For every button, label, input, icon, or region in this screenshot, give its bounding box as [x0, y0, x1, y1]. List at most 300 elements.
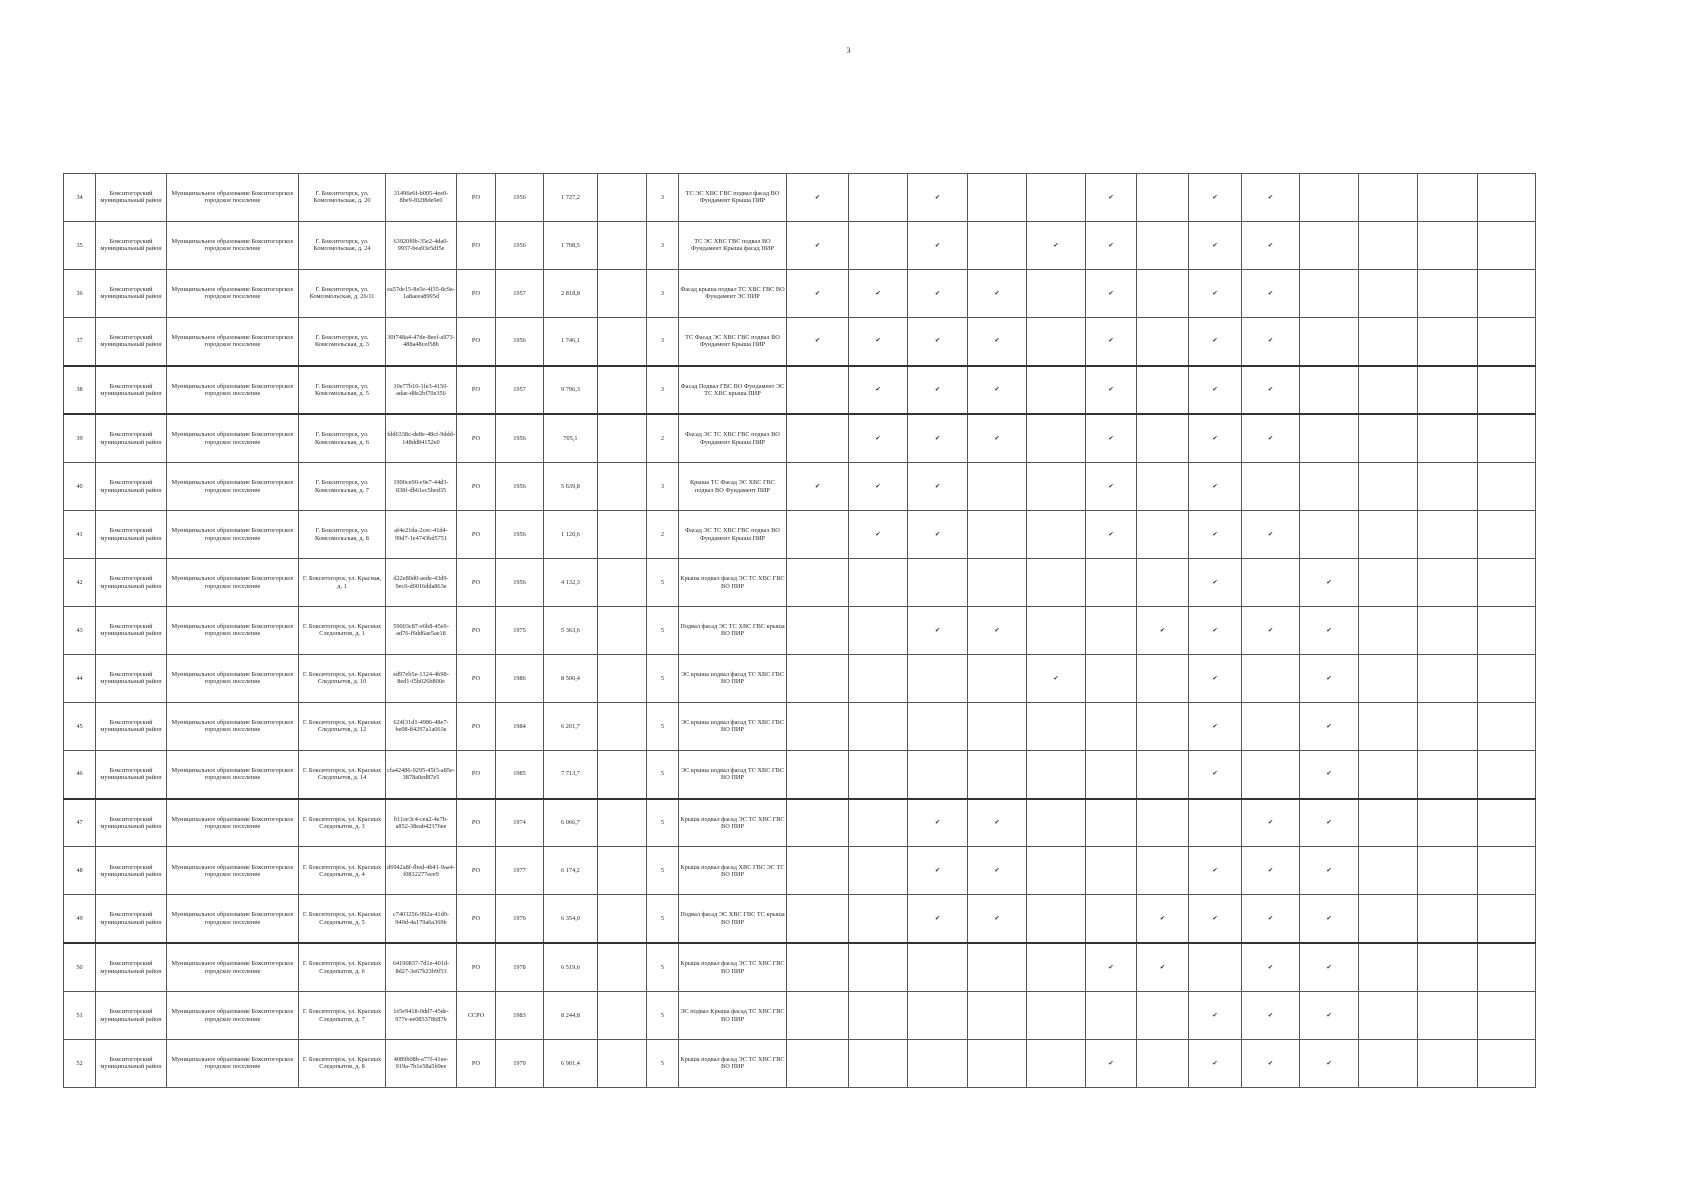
row-number-cell: 35	[64, 221, 96, 269]
work-flag-cell	[849, 895, 908, 943]
guid-cell: ea57de15-8e5e-4f35-8c9a-1a8aeea8995d	[386, 269, 457, 317]
work-flag-cell	[787, 269, 849, 317]
work-flag-cell	[968, 317, 1027, 365]
row-number-cell: 37	[64, 317, 96, 365]
check-mark-icon: ✔	[1212, 241, 1218, 249]
work-flag-cell	[1137, 174, 1189, 222]
works-list-cell: Фасад крыша подвал ТС ХВС ГВС ВО Фундамент ЭС ПИР	[679, 269, 787, 317]
municipality-cell: Муниципальное образование Бокситогорское городское поселение	[167, 895, 299, 943]
work-flag-cell	[849, 463, 908, 511]
check-mark-icon: ✔	[1212, 915, 1218, 923]
work-flag-cell	[1137, 366, 1189, 415]
work-flag-cell	[849, 702, 908, 750]
form-cell: РО	[457, 463, 496, 511]
row-number-cell: 42	[64, 559, 96, 607]
work-flag-cell	[1300, 221, 1359, 269]
count-cell: 5	[647, 1040, 679, 1088]
check-mark-icon: ✔	[934, 483, 941, 491]
guid-cell: af4e21da-2cec-41d4-99d7-1e4743bd5751	[386, 511, 457, 559]
table-row	[64, 269, 1536, 317]
check-mark-icon: ✔	[1108, 963, 1114, 971]
form-cell: РО	[457, 317, 496, 365]
work-flag-cell	[908, 559, 968, 607]
work-flag-cell	[1242, 511, 1300, 559]
works-list-cell: Крыша подвал фасад ЭС ТС ХВС ГВС ВО ПИР	[679, 943, 787, 991]
guid-cell: 4089b08b-a77f-41ee-919a-7b1e58a5b9ee	[386, 1040, 457, 1088]
work-flag-cell	[908, 221, 968, 269]
check-mark-icon: ✔	[1267, 530, 1274, 538]
form-cell: РО	[457, 221, 496, 269]
blank-cell	[598, 1040, 647, 1088]
check-mark-icon: ✔	[1108, 289, 1114, 297]
check-mark-icon: ✔	[1212, 626, 1218, 634]
work-flag-cell	[908, 174, 968, 222]
check-mark-icon: ✔	[1212, 674, 1218, 682]
work-flag-cell	[1027, 750, 1086, 798]
year-cell: 1957	[496, 269, 544, 317]
year-cell: 1978	[496, 943, 544, 991]
area-cell: 1 727,2	[544, 174, 598, 222]
work-flag-cell	[908, 992, 968, 1040]
work-flag-cell	[1418, 511, 1478, 559]
work-flag-cell	[968, 702, 1027, 750]
work-flag-cell	[1300, 1040, 1359, 1088]
work-flag-cell	[1418, 847, 1478, 895]
guid-cell: 10e77b10-1fe3-4150-adae-d8e2bf70e356	[386, 366, 457, 415]
table-row	[64, 702, 1536, 750]
check-mark-icon: ✔	[1212, 770, 1218, 778]
work-flag-cell	[849, 750, 908, 798]
work-flag-cell	[1189, 895, 1242, 943]
work-flag-cell	[849, 992, 908, 1040]
work-flag-cell	[1137, 317, 1189, 365]
check-mark-icon: ✔	[1108, 193, 1114, 201]
blank-cell	[598, 750, 647, 798]
row-number-cell: 51	[64, 992, 96, 1040]
blank-cell	[598, 943, 647, 991]
work-flag-cell	[1478, 414, 1536, 462]
works-list-cell: ТС Фасад ЭС ХВС ГВС подвал ВО Фундамент Крыша ПИР	[679, 317, 787, 365]
year-cell: 1956	[496, 559, 544, 607]
work-flag-cell	[1086, 607, 1137, 655]
district-cell: Бокситогорский муниципальный район	[96, 750, 167, 798]
work-flag-cell	[1189, 463, 1242, 511]
work-flag-cell	[1359, 463, 1418, 511]
count-cell: 2	[647, 511, 679, 559]
year-cell: 1957	[496, 366, 544, 415]
work-flag-cell	[908, 799, 968, 847]
work-flag-cell	[1189, 174, 1242, 222]
address-cell: Г. Бокситогорск, ул. Комсомольская, д. 8	[299, 511, 386, 559]
check-mark-icon: ✔	[814, 241, 821, 249]
work-flag-cell	[1478, 366, 1536, 415]
district-cell: Бокситогорский муниципальный район	[96, 317, 167, 365]
area-cell: 5 639,8	[544, 463, 598, 511]
district-cell: Бокситогорский муниципальный район	[96, 847, 167, 895]
count-cell: 3	[647, 317, 679, 365]
work-flag-cell	[1300, 799, 1359, 847]
work-flag-cell	[1189, 269, 1242, 317]
work-flag-cell	[908, 317, 968, 365]
work-flag-cell	[849, 847, 908, 895]
work-flag-cell	[1189, 799, 1242, 847]
blank-cell	[598, 511, 647, 559]
count-cell: 5	[647, 992, 679, 1040]
check-mark-icon: ✔	[875, 435, 881, 443]
work-flag-cell	[849, 607, 908, 655]
check-mark-icon: ✔	[1212, 1011, 1218, 1019]
work-flag-cell	[1086, 366, 1137, 415]
year-cell: 1983	[496, 992, 544, 1040]
district-cell: Бокситогорский муниципальный район	[96, 992, 167, 1040]
work-flag-cell	[1300, 750, 1359, 798]
work-flag-cell	[1189, 702, 1242, 750]
work-flag-cell	[1137, 895, 1189, 943]
work-flag-cell	[1478, 895, 1536, 943]
work-flag-cell	[1359, 895, 1418, 943]
works-list-cell: Крыша подвал фасад ЭС ТС ХВС ГВС ВО ПИР	[679, 1040, 787, 1088]
check-mark-icon: ✔	[1159, 626, 1166, 634]
work-flag-cell	[968, 1040, 1027, 1088]
work-flag-cell	[1137, 943, 1189, 991]
work-flag-cell	[1027, 1040, 1086, 1088]
work-flag-cell	[1189, 414, 1242, 462]
municipality-cell: Муниципальное образование Бокситогорское городское поселение	[167, 174, 299, 222]
address-cell: Г. Бокситогорск, ул. Красных Следопытов, д. 5	[299, 895, 386, 943]
count-cell: 3	[647, 174, 679, 222]
work-flag-cell	[968, 847, 1027, 895]
check-mark-icon: ✔	[994, 435, 1000, 443]
work-flag-cell	[849, 269, 908, 317]
form-cell: РО	[457, 366, 496, 415]
work-flag-cell	[1027, 992, 1086, 1040]
count-cell: 5	[647, 559, 679, 607]
district-cell: Бокситогорский муниципальный район	[96, 366, 167, 415]
municipality-cell: Муниципальное образование Бокситогорское городское поселение	[167, 992, 299, 1040]
check-mark-icon: ✔	[1053, 241, 1059, 249]
check-mark-icon: ✔	[994, 819, 1000, 827]
work-flag-cell	[1137, 221, 1189, 269]
check-mark-icon: ✔	[1108, 386, 1114, 394]
municipality-cell: Муниципальное образование Бокситогорское городское поселение	[167, 221, 299, 269]
work-flag-cell	[1300, 607, 1359, 655]
work-flag-cell	[1359, 992, 1418, 1040]
work-flag-cell	[1359, 750, 1418, 798]
work-flag-cell	[787, 1040, 849, 1088]
work-flag-cell	[908, 847, 968, 895]
work-flag-cell	[1418, 1040, 1478, 1088]
work-flag-cell	[1300, 992, 1359, 1040]
municipality-cell: Муниципальное образование Бокситогорское городское поселение	[167, 317, 299, 365]
work-flag-cell	[1300, 702, 1359, 750]
work-flag-cell	[908, 366, 968, 415]
area-cell: 6 174,2	[544, 847, 598, 895]
work-flag-cell	[787, 992, 849, 1040]
check-mark-icon: ✔	[1326, 626, 1332, 634]
district-cell: Бокситогорский муниципальный район	[96, 463, 167, 511]
blank-cell	[598, 847, 647, 895]
work-flag-cell	[1418, 366, 1478, 415]
work-flag-cell	[1359, 366, 1418, 415]
municipality-cell: Муниципальное образование Бокситогорское городское поселение	[167, 702, 299, 750]
work-flag-cell	[1086, 847, 1137, 895]
row-number-cell: 34	[64, 174, 96, 222]
work-flag-cell	[1189, 511, 1242, 559]
district-cell: Бокситогорский муниципальный район	[96, 702, 167, 750]
work-flag-cell	[787, 221, 849, 269]
row-number-cell: 45	[64, 702, 96, 750]
work-flag-cell	[968, 992, 1027, 1040]
work-flag-cell	[1086, 750, 1137, 798]
area-cell: 9 796,3	[544, 366, 598, 415]
table-row	[64, 750, 1536, 798]
work-flag-cell	[968, 943, 1027, 991]
work-flag-cell	[1478, 607, 1536, 655]
work-flag-cell	[1300, 414, 1359, 462]
work-flag-cell	[849, 799, 908, 847]
work-flag-cell	[849, 511, 908, 559]
form-cell: РО	[457, 799, 496, 847]
guid-cell: d22e80d0-aede-43d9-9ec0-d0016dda863e	[386, 559, 457, 607]
work-flag-cell	[1189, 1040, 1242, 1088]
work-flag-cell	[1027, 366, 1086, 415]
check-mark-icon: ✔	[1108, 435, 1114, 443]
municipality-cell: Муниципальное образование Бокситогорское городское поселение	[167, 943, 299, 991]
work-flag-cell	[1137, 414, 1189, 462]
year-cell: 1986	[496, 654, 544, 702]
check-mark-icon: ✔	[1326, 915, 1332, 923]
check-mark-icon: ✔	[875, 483, 881, 491]
works-list-cell: Крыша подвал фасад ЭС ТС ХВС ГВС ВО ПИР	[679, 559, 787, 607]
work-flag-cell	[908, 750, 968, 798]
work-flag-cell	[908, 414, 968, 462]
work-flag-cell	[968, 174, 1027, 222]
work-flag-cell	[849, 366, 908, 415]
work-flag-cell	[1300, 654, 1359, 702]
work-flag-cell	[1027, 174, 1086, 222]
work-flag-cell	[787, 366, 849, 415]
table-row	[64, 607, 1536, 655]
district-cell: Бокситогорский муниципальный район	[96, 414, 167, 462]
work-flag-cell	[1478, 654, 1536, 702]
check-mark-icon: ✔	[1212, 483, 1218, 491]
work-flag-cell	[1300, 269, 1359, 317]
check-mark-icon: ✔	[934, 337, 941, 345]
count-cell: 3	[647, 269, 679, 317]
count-cell: 5	[647, 847, 679, 895]
district-cell: Бокситогорский муниципальный район	[96, 1040, 167, 1088]
form-cell: РО	[457, 511, 496, 559]
address-cell: Г. Бокситогорск, ул. Красных Следопытов, д. 4	[299, 847, 386, 895]
work-flag-cell	[1027, 702, 1086, 750]
work-flag-cell	[908, 463, 968, 511]
check-mark-icon: ✔	[1212, 530, 1218, 538]
work-flag-cell	[1418, 607, 1478, 655]
registry-table	[63, 173, 1536, 1088]
guid-cell: fdd6338c-de8e-48cf-9ddd-148dd84152e0	[386, 414, 457, 462]
work-flag-cell	[1189, 847, 1242, 895]
work-flag-cell	[1189, 943, 1242, 991]
address-cell: Г. Бокситогорск, ул. Комсомольская, д. 26/11	[299, 269, 386, 317]
blank-cell	[598, 174, 647, 222]
work-flag-cell	[1418, 943, 1478, 991]
work-flag-cell	[1300, 366, 1359, 415]
work-flag-cell	[1242, 317, 1300, 365]
work-flag-cell	[1300, 943, 1359, 991]
check-mark-icon: ✔	[1159, 963, 1166, 971]
work-flag-cell	[1300, 895, 1359, 943]
work-flag-cell	[849, 1040, 908, 1088]
check-mark-icon: ✔	[1212, 435, 1218, 443]
check-mark-icon: ✔	[1267, 289, 1274, 297]
area-cell: 4 132,3	[544, 559, 598, 607]
work-flag-cell	[908, 511, 968, 559]
row-number-cell: 47	[64, 799, 96, 847]
address-cell: Г. Бокситогорск, ул. Комсомольская, д. 24	[299, 221, 386, 269]
check-mark-icon: ✔	[1212, 289, 1218, 297]
work-flag-cell	[1137, 750, 1189, 798]
blank-cell	[598, 702, 647, 750]
guid-cell: 30f748a4-47de-8eef-a973-488a48cef58b	[386, 317, 457, 365]
work-flag-cell	[1418, 895, 1478, 943]
work-flag-cell	[1418, 463, 1478, 511]
area-cell: 7 713,7	[544, 750, 598, 798]
row-number-cell: 49	[64, 895, 96, 943]
municipality-cell: Муниципальное образование Бокситогорское городское поселение	[167, 559, 299, 607]
work-flag-cell	[1478, 1040, 1536, 1088]
table-row	[64, 895, 1536, 943]
work-flag-cell	[1300, 174, 1359, 222]
work-flag-cell	[1242, 366, 1300, 415]
address-cell: Г. Бокситогорск, ул. Комсомольская, д. 5	[299, 366, 386, 415]
address-cell: Г. Бокситогорск, ул. Красных Следопытов, д. 6	[299, 943, 386, 991]
work-flag-cell	[1027, 414, 1086, 462]
work-flag-cell	[1359, 1040, 1418, 1088]
work-flag-cell	[1189, 750, 1242, 798]
check-mark-icon: ✔	[994, 289, 1000, 297]
work-flag-cell	[787, 607, 849, 655]
check-mark-icon: ✔	[1267, 193, 1274, 201]
check-mark-icon: ✔	[1326, 722, 1332, 730]
check-mark-icon: ✔	[1267, 626, 1274, 634]
guid-cell: ed97eb5e-1324-4b98-8ed1-f5b026b800e	[386, 654, 457, 702]
check-mark-icon: ✔	[1267, 241, 1274, 249]
table-row	[64, 992, 1536, 1040]
check-mark-icon: ✔	[1267, 915, 1274, 923]
work-flag-cell	[1418, 414, 1478, 462]
district-cell: Бокситогорский муниципальный район	[96, 799, 167, 847]
work-flag-cell	[1189, 221, 1242, 269]
work-flag-cell	[787, 895, 849, 943]
check-mark-icon: ✔	[1326, 578, 1332, 586]
work-flag-cell	[1137, 992, 1189, 1040]
check-mark-icon: ✔	[934, 241, 941, 249]
check-mark-icon: ✔	[875, 289, 881, 297]
check-mark-icon: ✔	[1108, 337, 1114, 345]
row-number-cell: 36	[64, 269, 96, 317]
year-cell: 1956	[496, 414, 544, 462]
work-flag-cell	[968, 750, 1027, 798]
work-flag-cell	[1137, 1040, 1189, 1088]
form-cell: РО	[457, 269, 496, 317]
work-flag-cell	[849, 654, 908, 702]
year-cell: 1956	[496, 317, 544, 365]
work-flag-cell	[1027, 269, 1086, 317]
check-mark-icon: ✔	[814, 483, 821, 491]
table-row	[64, 799, 1536, 847]
work-flag-cell	[908, 702, 968, 750]
work-flag-cell	[1242, 269, 1300, 317]
check-mark-icon: ✔	[934, 530, 941, 538]
form-cell: ССРО	[457, 992, 496, 1040]
check-mark-icon: ✔	[994, 386, 1000, 394]
address-cell: Г. Бокситогорск, ул. Комсомольская, д. 3	[299, 317, 386, 365]
count-cell: 5	[647, 799, 679, 847]
work-flag-cell	[968, 414, 1027, 462]
work-flag-cell	[1242, 750, 1300, 798]
works-list-cell: Фасад Подвал ГВС ВО Фундамент ЭС ТС ХВС крыша ПИР	[679, 366, 787, 415]
work-flag-cell	[1027, 221, 1086, 269]
work-flag-cell	[1189, 317, 1242, 365]
work-flag-cell	[1359, 511, 1418, 559]
work-flag-cell	[908, 654, 968, 702]
work-flag-cell	[1027, 799, 1086, 847]
check-mark-icon: ✔	[994, 915, 1000, 923]
work-flag-cell	[908, 943, 968, 991]
work-flag-cell	[787, 799, 849, 847]
district-cell: Бокситогорский муниципальный район	[96, 559, 167, 607]
count-cell: 5	[647, 895, 679, 943]
work-flag-cell	[787, 559, 849, 607]
work-flag-cell	[1418, 559, 1478, 607]
work-flag-cell	[787, 463, 849, 511]
work-flag-cell	[1027, 895, 1086, 943]
address-cell: Г. Бокситогорск, ул. Комсомольская, д. 7	[299, 463, 386, 511]
blank-cell	[598, 559, 647, 607]
work-flag-cell	[1242, 1040, 1300, 1088]
area-cell: 8 244,8	[544, 992, 598, 1040]
table-row	[64, 847, 1536, 895]
work-flag-cell	[1242, 174, 1300, 222]
area-cell: 6 354,0	[544, 895, 598, 943]
guid-cell: cfa42486-9295-45f3-a85e-3878a0ed87e5	[386, 750, 457, 798]
address-cell: Г. Бокситогорск, ул. Комсомольская, д. 20	[299, 174, 386, 222]
year-cell: 1956	[496, 174, 544, 222]
work-flag-cell	[1359, 414, 1418, 462]
municipality-cell: Муниципальное образование Бокситогорское городское поселение	[167, 799, 299, 847]
check-mark-icon: ✔	[1267, 819, 1274, 827]
guid-cell: 59003c87-e6b8-45e9-ad76-f6dd6ae5ae18	[386, 607, 457, 655]
row-number-cell: 41	[64, 511, 96, 559]
work-flag-cell	[787, 317, 849, 365]
check-mark-icon: ✔	[1108, 241, 1114, 249]
count-cell: 5	[647, 702, 679, 750]
check-mark-icon: ✔	[1267, 435, 1274, 443]
blank-cell	[598, 317, 647, 365]
work-flag-cell	[1418, 221, 1478, 269]
work-flag-cell	[968, 366, 1027, 415]
row-number-cell: 44	[64, 654, 96, 702]
works-list-cell: ЭС подвал Крыша фасад ТС ХВС ГВС ВО ПИР	[679, 992, 787, 1040]
work-flag-cell	[968, 654, 1027, 702]
guid-cell: d6942a8f-fbed-4b41-9aa4-f0832277eee9	[386, 847, 457, 895]
work-flag-cell	[968, 269, 1027, 317]
check-mark-icon: ✔	[1108, 1059, 1114, 1067]
blank-cell	[598, 607, 647, 655]
work-flag-cell	[1242, 799, 1300, 847]
work-flag-cell	[787, 174, 849, 222]
check-mark-icon: ✔	[1326, 770, 1332, 778]
